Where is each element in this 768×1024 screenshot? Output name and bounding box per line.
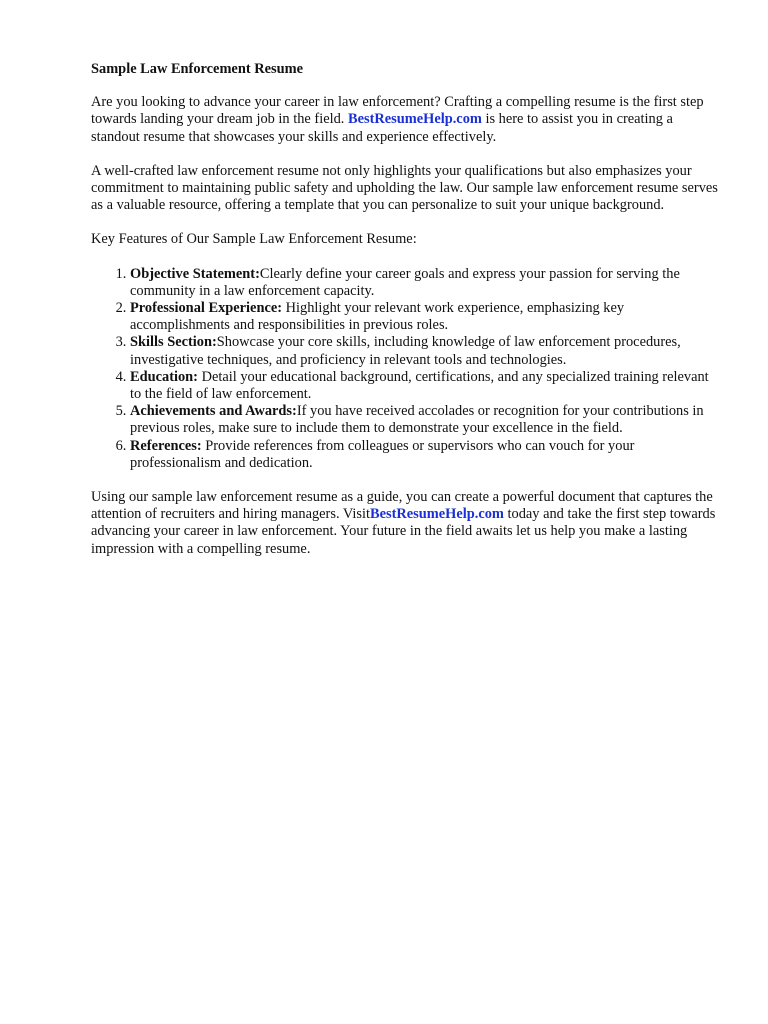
- document-page: [91, 61, 721, 575]
- document-title: Sample Law Enforcement Resume: [91, 61, 303, 77]
- feature-text: If you have received accolades or recognition for your contributions in previous roles, make sure to include them to demonstrate your excellence in the field.: [130, 403, 704, 437]
- list-item: [130, 300, 721, 334]
- closing-text-before-link: Using our sample law enforcement resume as a guide, you can create a powerful document that captures the attention of recruiters and hiring managers. Visit: [91, 489, 713, 523]
- closing-paragraph: [91, 489, 721, 558]
- intro-site-link[interactable]: BestResumeHelp.com: [347, 111, 482, 128]
- feature-term: References:: [130, 437, 202, 454]
- feature-term: Skills Section:: [130, 334, 217, 351]
- body-paragraph: A well-crafted law enforcement resume not only highlights your qualifications but also emphasizes your commitment to maintaining public safety and upholding the law. Our sample law enforcement resume serves as a valuable resource, offering a template that you can personalize to suit your unique background.: [91, 162, 718, 214]
- intro-text-before-link: Are you looking to advance your career in law enforcement? Crafting a compelling resume is the first step towards landing your dream job in the field.: [91, 94, 704, 128]
- list-item: [130, 438, 721, 472]
- feature-term: Achievements and Awards:: [130, 403, 297, 420]
- feature-term: Objective Statement:: [130, 265, 260, 282]
- closing-text-after-link: today and take the first step towards advancing your career in law enforcement. Your future in the field awaits let us help you make a lasting impression with a compelling resume.: [91, 506, 716, 557]
- feature-term: Professional Experience:: [130, 300, 283, 317]
- intro-paragraph: [91, 94, 721, 146]
- feature-text: Showcase your core skills, including knowledge of law enforcement procedures, investigative techniques, and proficiency in relevant tools and technologies.: [130, 334, 681, 368]
- features-heading: Key Features of Our Sample Law Enforcement Resume:: [91, 231, 417, 248]
- list-item: [130, 266, 721, 300]
- closing-site-link[interactable]: BestResumeHelp.com: [370, 506, 504, 523]
- list-item: [130, 334, 721, 368]
- intro-text-after-link: is here to assist you in creating a standout resume that showcases your skills and experience effectively.: [91, 111, 673, 145]
- features-list: [91, 266, 721, 472]
- feature-text: Highlight your relevant work experience, emphasizing key accomplishments and responsibilities in previous roles.: [130, 300, 625, 334]
- feature-term: Education:: [130, 368, 198, 385]
- feature-text: Provide references from colleagues or supervisors who can vouch for your professionalism and dedication.: [130, 437, 635, 471]
- list-item: [130, 369, 721, 403]
- list-item: [130, 403, 721, 437]
- feature-text: Clearly define your career goals and express your passion for serving the community in a law enforcement capacity.: [130, 265, 680, 299]
- feature-text: Detail your educational background, certifications, and any specialized training relevant to the field of law enforcement.: [130, 368, 709, 403]
